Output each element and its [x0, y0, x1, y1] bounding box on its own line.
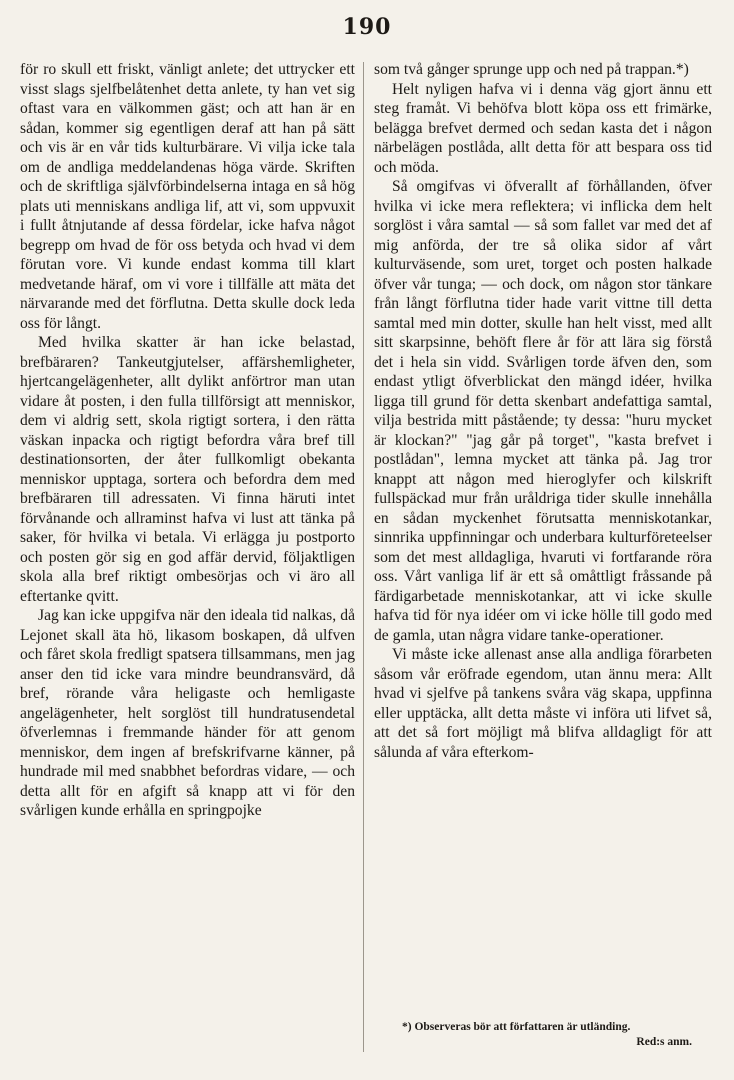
- footnote-signature: Red:s anm.: [636, 1036, 692, 1048]
- paragraph: Helt nyligen hafva vi i denna väg gjort ännu ett steg framåt. Vi behöfva blott köpa oss ett frimärke, belägga brefvet dermed och sedan kasta det i någon närbelägen postlåda, allt detta för att bespara oss tid och möda.: [374, 80, 712, 176]
- left-column: [20, 60, 355, 821]
- paragraph: Jag kan icke uppgifva när den ideala tid nalkas, då Lejonet skall äta hö, likasom boskapen, då ulfven och fåret skola fredligt spatsera tillsammans, men jag anser den tid icke vara mindre beundransvärd, då bref, rörande våra heligaste och hemligaste angelägenheter, helt sorglöst till hundratusendetal öfverlemnas i fremmande händer för att genom menniskor, dem ingen af brefskrifvarne känner, på hundrade mil med snabbhet befordras vidare, — och detta allt för en afgift så knapp att vi för den svårligen kunde erhålla en springpojke: [20, 607, 355, 819]
- paragraph: Så omgifvas vi öfverallt af förhållanden, öfver hvilka vi icke mera reflektera; vi inflicka dem helt sorglöst i våra samtal — så som fallet var med det af mig anförda, der tre så olika sidor af vårt kulturväsende, som uret, torget och posten halkade öfver vår tunga; — och dock, om någon stor tänkare från långt förflutna tider hade varit vittne till detta samtal med min dotter, skulle han helt visst, med allt sitt skarpsinne, behöft flere år för att lära sig förstå det i hela sin vidd. Svårligen torde äfven den, som endast ytligt öfverblickat den mängd idéer, hvilka ligga till grund för detta skenbart andefattiga samtal, vilja bestrida mitt påstående; ty dessa: "huru mycket är klockan?" "jag går på torget", "kasta brefvet i postlådan", lemna mycket att tänka på. Jag tror knappt att någon med hieroglyfer och kilskrift fullspäckad mur från uråldriga tider skulle innehålla en sådan myckenhet förutsatta menniskotankar, sinnrika uppfinningar och underbara kulturföreteelser som det mest alldagliga, hvaruti vi fortfarande röra oss. Vårt vanliga lif är ett så omåttligt fråssande på färdigarbetade menniskotankar, att vi icke skulle hafva tid för nya idéer om vi icke hölle till godo med de gamla, utan några vidare tanke-operationer.: [374, 178, 712, 644]
- paragraph: Vi måste icke allenast anse alla andliga förarbeten såsom vår eröfrade egendom, utan ännu mera: Allt hvad vi sjelfve på tankens svåra väg skapa, uppfinna eller upptäcka, allt detta måste vi införa uti lifvet så, att det så fort möjligt må blifva alldagligt för att sålunda af våra efterkom-: [374, 646, 712, 761]
- footnote: [374, 1020, 710, 1050]
- footnote-text: *) Observeras bör att författaren är utländing.: [402, 1021, 631, 1033]
- column-divider: [363, 62, 364, 1052]
- paragraph: som två gånger sprunge upp och ned på trappan.*): [374, 61, 689, 78]
- page-number: 190: [342, 14, 392, 40]
- paragraph: för ro skull ett friskt, vänligt anlete; det uttrycker ett visst slags sjelfbelåtenhet detta anlete, ty han vet sig oftast vara en välkommen gäst; och att han är en sådan, kommer sig egentligen deraf att han på sätt och vis är en vår tids kulturbärare. Vi vilja icke tala om de andliga meddelandenas höga värde. Skriften och de skriftliga självförbindelserna intaga en så hög plats uti menniskans andliga lif, att vi, som uppvuxit i fullt åtnjutande af dessa fördelar, icke hafva något begrepp om hvad de för oss betyda och hvad vi dem förutan vore. Vi kunde endast komma till klart medvetande häraf, om vi vore i tillfälle att mäta det närvarande med det förflutna. Detta skulle dock leda oss för långt.: [20, 61, 355, 332]
- right-column: [374, 60, 712, 762]
- paragraph: Med hvilka skatter är han icke belastad, brefbäraren? Tankeutgjutelser, affärshemligheter, hjertcangelägenheter, allt dylikt anförtror man utan vidare åt posten, i den fulla tillförsigt att menniskor, dem vi aldrig sett, skola rigtigt sortera, i den rätta väskan inpacka och rigtigt befordra våra bref till destinationsorten, der åter fullkomligt obekanta menniskor upptaga, sortera och befordra dem med brefbäraren till adressaten. Vi finna häruti intet förvånande och allraminst hafva vi lust att tänka på saker, för hvilka vi betala. Vi erlägga ju postporto och posten gör sig en god affär dervid, följaktligen skola alla bref riktigt ombesörjas och vi äro all eftertanke qvitt.: [20, 334, 355, 605]
